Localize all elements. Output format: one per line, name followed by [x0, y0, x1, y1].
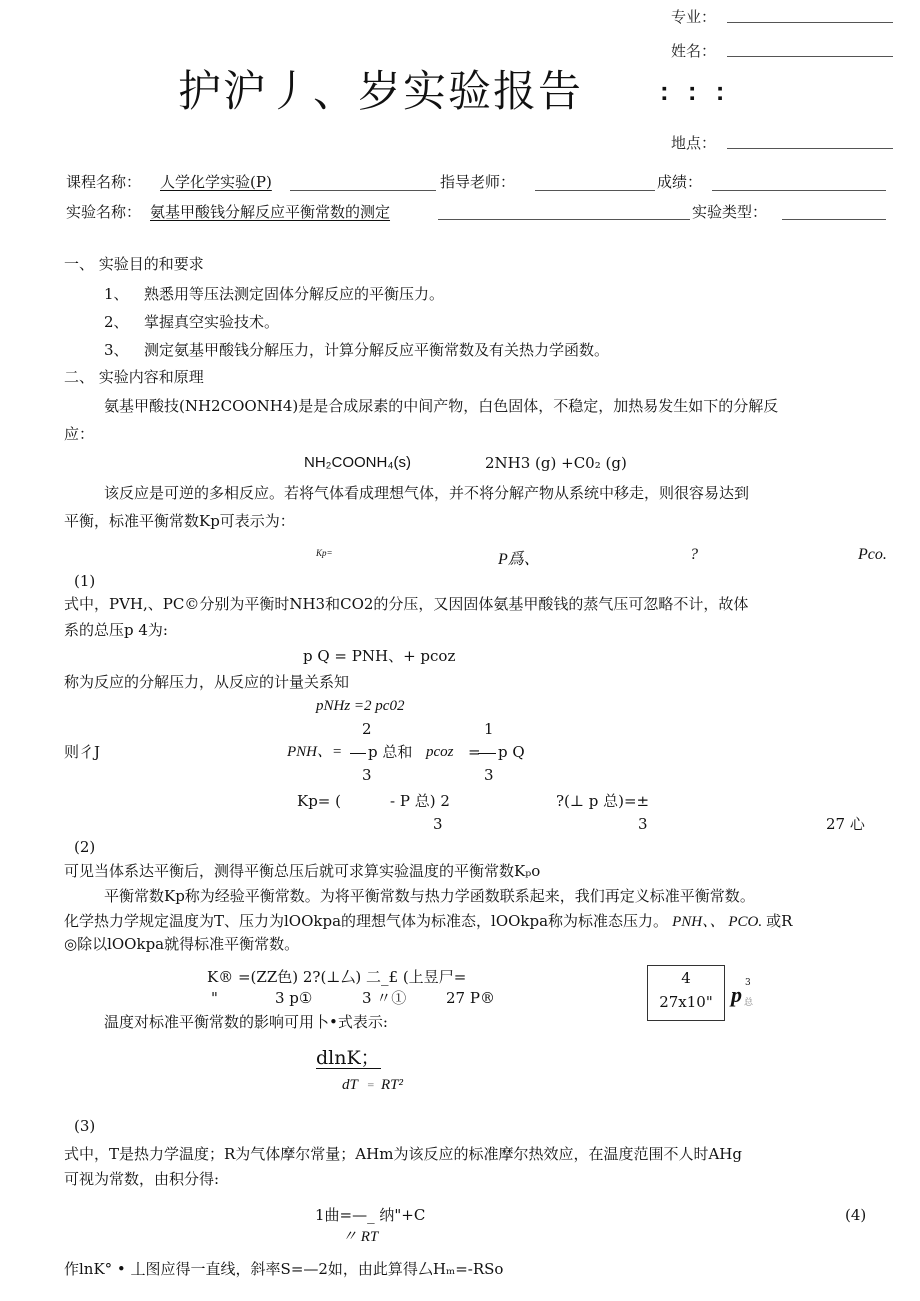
- list-item-number: 2、: [104, 313, 129, 331]
- list-item-text: 熟悉用等压法测定固体分解反应的平衡压力。: [144, 285, 445, 303]
- course-label: 课程名称：: [66, 173, 142, 191]
- eq-split-left: PNH、=: [287, 744, 343, 760]
- grade-label: 成绩：: [657, 173, 703, 191]
- eq-std-line1: K® =(ZZ色) 2?(⊥厶) 二_£ (上昱尸=: [207, 968, 467, 986]
- paragraph-text: 可见当体系达平衡后，测得平衡总压后就可求算实验温度的平衡常数Kₚo: [64, 862, 541, 880]
- grade-field[interactable]: [712, 190, 886, 191]
- eq1-dot: ?: [690, 546, 698, 563]
- name-label: 姓名：: [671, 42, 717, 60]
- paragraph-text: 应：: [64, 425, 95, 443]
- equation-number: (4): [845, 1206, 867, 1224]
- eq-split-right-eq: =: [468, 743, 481, 761]
- eq-split-mid: p 总和: [368, 743, 413, 761]
- name-field[interactable]: [727, 56, 893, 57]
- eq2-part-c: ?(⊥ p 总)=±: [556, 792, 650, 810]
- then-label: 则彳J: [64, 743, 101, 761]
- paragraph-segment-italic: PNH、、 PCO.: [672, 914, 763, 930]
- eq3-numerator: dlnK；: [316, 1047, 380, 1069]
- paragraph-text: 氨基甲酸技(NH2COONH4)是是合成尿素的中间产物，白色固体，不稳定，加热易发生如下的分解反: [104, 397, 779, 415]
- eq3-den-b: RT²: [381, 1077, 404, 1093]
- reaction-reactant: NH₂COONH₄(s): [304, 454, 411, 471]
- paragraph-text: 平衡，标准平衡常数Kp可表示为：: [64, 512, 295, 530]
- eq3-bar: [316, 1068, 381, 1069]
- eq4-line2: 〃 RT: [342, 1229, 379, 1245]
- eq-std-line2-c: 3 〃①: [362, 989, 407, 1007]
- paragraph-text: 作lnK° • 丄图应得一直线，斜率S=—2如，由此算得厶Hₘ=-RSo: [64, 1260, 504, 1278]
- eq1-kp: Kp=: [316, 548, 333, 558]
- frac2-denominator: 3: [484, 766, 494, 784]
- location-field[interactable]: [727, 148, 893, 149]
- section1-heading: 一、 实验目的和要求: [64, 255, 204, 273]
- section2-heading: 二、 实验内容和原理: [64, 368, 204, 386]
- type-field[interactable]: [782, 219, 886, 220]
- frac2-bar: [478, 753, 496, 754]
- box-denominator: 27x10": [659, 993, 713, 1011]
- course-extra-line: [290, 190, 436, 191]
- p-total: p: [731, 982, 742, 1007]
- eq2-part-a: Kp= (: [297, 792, 341, 810]
- frac1-bar: [350, 753, 366, 754]
- paragraph-text: 式中，PVH,、PC©分别为平衡时NH3和CO2的分压，又因固体氨基甲酸钱的蒸气压可忽略不计，故体: [64, 595, 749, 613]
- equation-number: (1): [74, 572, 96, 590]
- eq-split-right-var: pcoz: [426, 744, 454, 760]
- p-total-subscript: 总: [744, 998, 754, 1008]
- paragraph-segment: 或R: [766, 912, 793, 930]
- list-item-number: 1、: [104, 285, 129, 303]
- box-numerator: 4: [681, 969, 691, 987]
- paragraph-text: [64, 912, 792, 931]
- eq-total-pressure: p Q = PNH、+ pcoz: [303, 647, 456, 665]
- paragraph-text: ◎除以lOOkpa就得标准平衡常数。: [64, 935, 300, 953]
- experiment-value: 氨基甲酸钱分解反应平衡常数的测定: [150, 203, 391, 221]
- paragraph-text: 可视为常数，由积分得:: [64, 1170, 220, 1188]
- frac2-numerator: 1: [484, 720, 494, 738]
- eq2-den2: 3: [638, 815, 648, 833]
- eq4-line1: 1曲=—_ 纳"+C: [315, 1206, 426, 1224]
- teacher-field[interactable]: [535, 190, 655, 191]
- paragraph-text: 该反应是可逆的多相反应。若将气体看成理想气体，并不将分解产物从系统中移走，则很容易达到: [104, 484, 750, 502]
- eq-std-line2-b: 3 p①: [275, 989, 313, 1007]
- list-item-text: 测定氨基甲酸钱分解压力，计算分解反应平衡常数及有关热力学函数。: [144, 341, 610, 359]
- eq-std-line2-d: 27 P®: [446, 989, 495, 1007]
- experiment-extra-line: [438, 219, 690, 220]
- eq3-den-a: dT: [342, 1077, 358, 1093]
- major-field[interactable]: [727, 22, 893, 23]
- eq3-den-eq: =: [367, 1081, 375, 1091]
- eq2-part-b: - P 总) 2: [390, 792, 450, 810]
- eq1-p-nh3: P爲、: [498, 551, 540, 568]
- type-label: 实验类型：: [692, 203, 768, 221]
- frac1-numerator: 2: [362, 720, 372, 738]
- constant-box: [647, 965, 725, 1021]
- paragraph-segment: 化学热力学规定温度为T、压力为lOOkpa的理想气体为标准态，lOOkpa称为标准态压力。: [64, 912, 669, 930]
- paragraph-text: 系的总压p 4为:: [64, 621, 168, 639]
- paragraph-text: 式中，T是热力学温度；R为气体摩尔常量；AHm为该反应的标准摩尔热效应，在温度范围不人时AHg: [64, 1145, 742, 1163]
- frac1-denominator: 3: [362, 766, 372, 784]
- teacher-label: 指导老师：: [440, 173, 516, 191]
- eq1-p-co2: Pco.: [858, 546, 887, 563]
- list-item-number: 3、: [104, 341, 129, 359]
- eq-split-tail: p Q: [498, 743, 525, 761]
- equation-number: (2): [74, 838, 96, 856]
- eq2-den1: 3: [433, 815, 443, 833]
- eq-ratio: pNHz =2 pc02: [316, 698, 405, 714]
- major-label: 专业：: [671, 8, 717, 26]
- reaction-products: 2NH3 (g) +C0₂ (g): [485, 454, 627, 472]
- eq2-right: 27 心: [826, 815, 865, 833]
- experiment-label: 实验名称：: [66, 203, 142, 221]
- p-total-superscript: 3: [745, 978, 751, 988]
- page-title: 护沪丿、岁实验报告: [178, 67, 583, 117]
- paragraph-text: 温度对标准平衡常数的影响可用卜•式表示:: [104, 1013, 388, 1031]
- list-item-text: 掌握真空实验技术。: [144, 313, 280, 331]
- title-dots: : : :: [660, 76, 731, 106]
- paragraph-text: 平衡常数Kp称为经验平衡常数。为将平衡常数与热力学函数联系起来，我们再定义标准平衡常数。: [104, 887, 755, 905]
- paragraph-text: 称为反应的分解压力，从反应的计量关系知: [64, 673, 350, 691]
- equation-number: (3): [74, 1117, 96, 1135]
- location-label: 地点：: [671, 134, 717, 152]
- course-value: 人学化学实验(P): [160, 173, 272, 191]
- eq-std-line2-a: ": [211, 989, 218, 1007]
